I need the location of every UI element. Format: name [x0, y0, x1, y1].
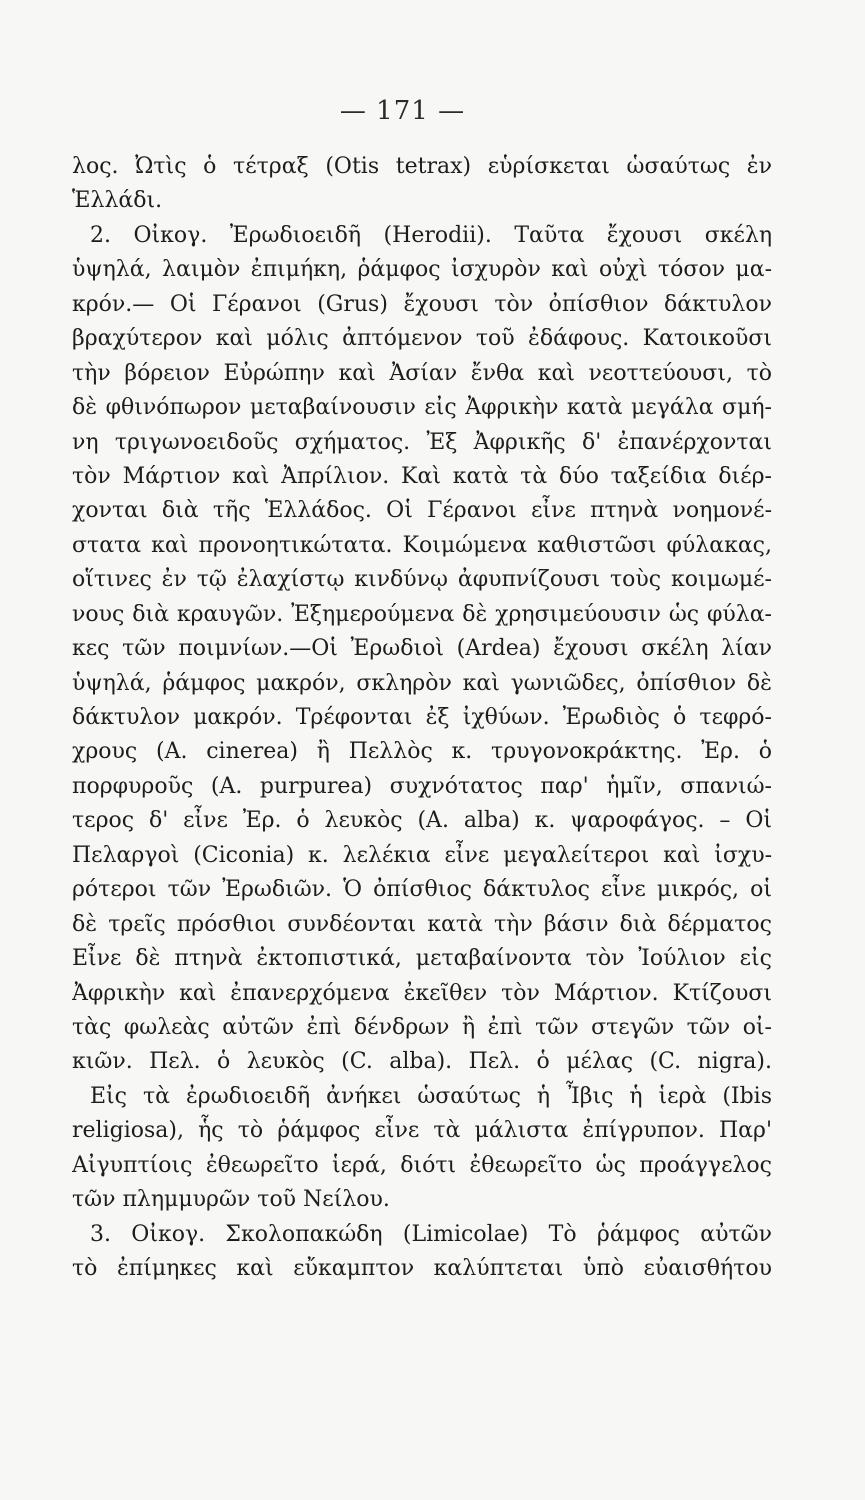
text-line: 3. Οἰκογ. Σκολοπακώδη (Limicolae) Τὸ ῥάμφος αὐτῶν [90, 1221, 772, 1247]
text-line: τὸν Μάρτιον καὶ Ἀπρίλιον. Καὶ κατὰ τὰ δύο ταξείδια διέρ- [72, 463, 772, 489]
text-line: στατα καὶ προνοητικώτατα. Κοιμώμενα καθιστῶσι φύλακας, [72, 532, 772, 558]
text-line: Εἶνε δὲ πτηνὰ ἐκτοπιστικά, μεταβαίνοντα τὸν Ἰούλιον εἰς [72, 946, 772, 972]
text-line: κιῶν. Πελ. ὁ λευκὸς (C. alba). Πελ. ὁ μέλας (C. nigra). [72, 1049, 772, 1075]
text-line: Εἰς τὰ ἐρωδιοειδῆ ἀνήκει ὡσαύτως ἡ Ἶβις ἡ ἱερὰ (Ibis [90, 1083, 772, 1109]
text-line: κρόν.— Οἱ Γέρανοι (Grus) ἔχουσι τὸν ὀπίσθιον δάκτυλον [72, 291, 772, 317]
text-line: τὸ ἐπίμηκες καὶ εὔκαμπτον καλύπτεται ὑπὸ εὐαισθήτου [72, 1256, 772, 1281]
text-line: 2. Οἰκογ. Ἐρωδιοειδῆ (Herodii). Ταῦτα ἔχουσι σκέλη [90, 222, 772, 248]
text-line: δὲ τρεῖς πρόσθιοι συνδέονται κατὰ τὴν βάσιν διὰ δέρματος [72, 911, 772, 937]
text-line: τὰς φωλεὰς αὐτῶν ἐπὶ δένδρων ἢ ἐπὶ τῶν στεγῶν τῶν οἰ- [72, 1014, 772, 1040]
text-line: οἵτινες ἐν τῷ ἐλαχίστῳ κινδύνῳ ἀφυπνίζουσι τοὺς κοιμωμέ- [72, 567, 772, 593]
text-line: Ἑλλάδι. [72, 188, 163, 214]
text-line: χονται διὰ τῆς Ἑλλάδος. Οἱ Γέρανοι εἶνε πτηνὰ νοημονέ- [72, 498, 772, 524]
text-line: νους διὰ κραυγῶν. Ἐξημερούμενα δὲ χρησιμεύουσιν ὡς φύλα- [72, 601, 772, 627]
text-line: Αἰγυπτίοις ἐθεωρεῖτο ἱερά, διότι ἐθεωρεῖτο ὡς προάγγελος [72, 1152, 772, 1178]
text-line: βραχύτερον καὶ μόλις ἀπτόμενον τοῦ ἐδάφους. Κατοικοῦσι [72, 326, 772, 352]
text-line: religiosa), ἧς τὸ ῥάμφος εἶνε τὰ μάλιστα ἐπίγρυπον. Παρ' [72, 1118, 772, 1144]
text-line: ὑψηλά, λαιμὸν ἐπιμήκη, ῥάμφος ἰσχυρὸν καὶ οὐχὶ τόσον μα- [72, 257, 772, 283]
body-text [72, 150, 772, 1286]
text-line: τερος δ' εἶνε Ἐρ. ὁ λευκὸς (A. alba) κ. ψαροφάγος. – Οἱ [72, 808, 772, 834]
page-number: — 171 — [339, 96, 466, 126]
text-line: νη τριγωνοειδοῦς σχήματος. Ἐξ Ἀφρικῆς δ' ἐπανέρχονται [72, 429, 772, 455]
text-line: κες τῶν ποιμνίων.—Οἱ Ἐρωδιοὶ (Ardea) ἔχουσι σκέλη λίαν [72, 636, 772, 662]
text-line: τὴν βόρειον Εὐρώπην καὶ Ἀσίαν ἔνθα καὶ νεοττεύουσι, τὸ [72, 360, 772, 386]
text-line: δὲ φθινόπωρον μεταβαίνουσιν εἰς Ἀφρικὴν κατὰ μεγάλα σμή- [72, 395, 772, 421]
text-line: Ἀφρικὴν καὶ ἐπανερχόμενα ἐκεῖθεν τὸν Μάρτιον. Κτίζουσι [72, 980, 772, 1006]
text-line: ρότεροι τῶν Ἐρωδιῶν. Ὁ ὀπίσθιος δάκτυλος εἶνε μικρός, οἱ [72, 877, 772, 903]
text-line: χρους (A. cinerea) ἢ Πελλὸς κ. τρυγονοκράκτης. Ἐρ. ὁ [72, 739, 772, 765]
text-line: ὑψηλά, ῥάμφος μακρόν, σκληρὸν καὶ γωνιῶδες, ὀπίσθιον δὲ [72, 670, 772, 696]
text-line: δάκτυλον μακρόν. Τρέφονται ἐξ ἰχθύων. Ἐρωδιὸς ὁ τεφρό- [72, 705, 772, 730]
text-line: τῶν πλημμυρῶν τοῦ Νείλου. [72, 1187, 390, 1213]
text-line: λος. Ὠτὶς ὁ τέτραξ (Otis tetrax) εὑρίσκεται ὡσαύτως ἐν [72, 154, 772, 179]
text-line: Πελαργοὶ (Ciconia) κ. λελέκια εἶνε μεγαλείτεροι καὶ ἰσχυ- [72, 842, 772, 868]
text-line: πορφυροῦς (A. purpurea) συχνότατος παρ' ἡμῖν, σπανιώ- [72, 773, 772, 799]
